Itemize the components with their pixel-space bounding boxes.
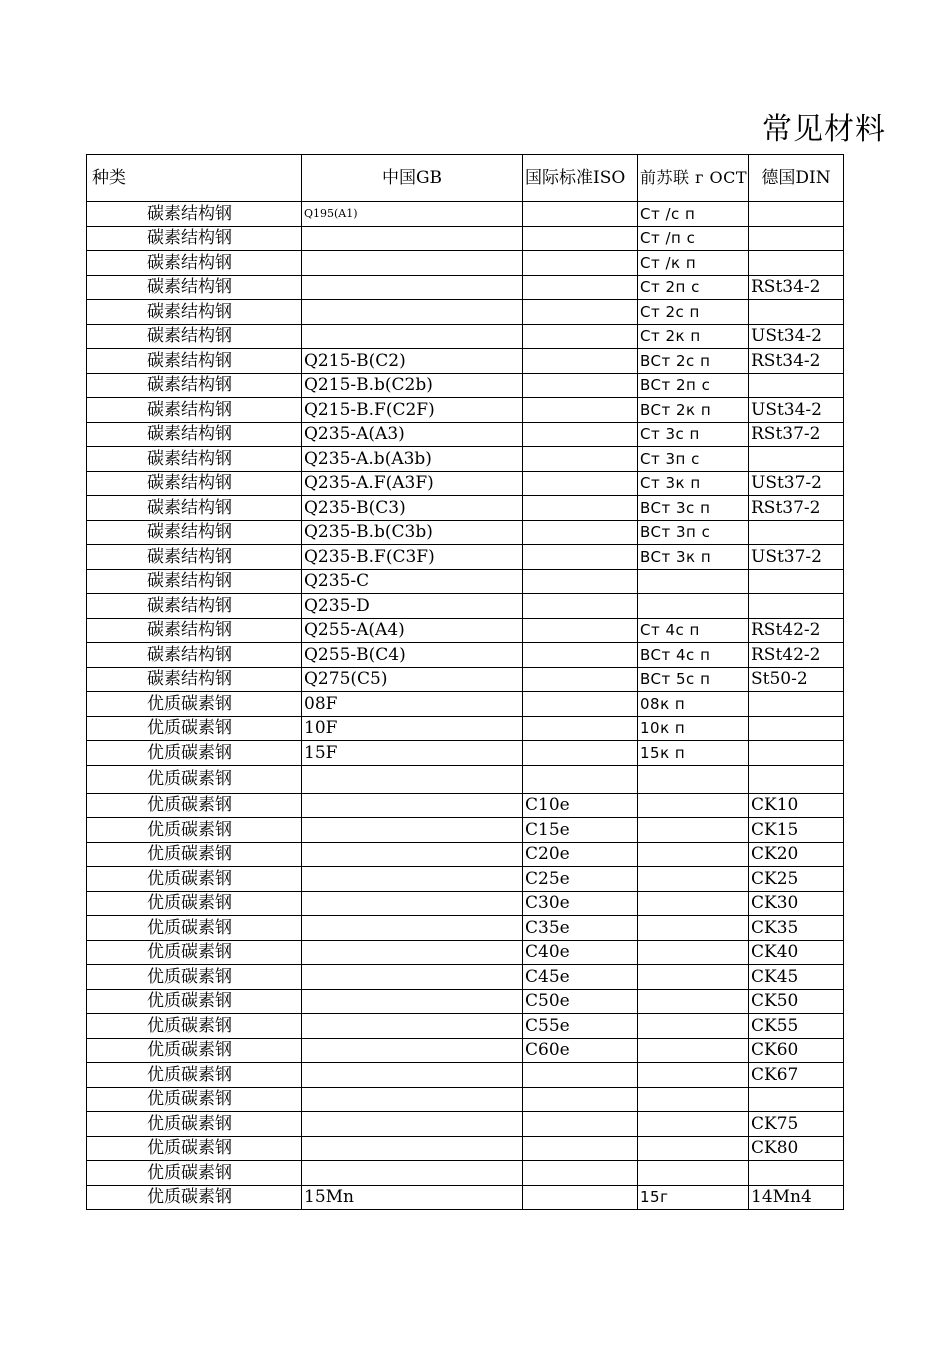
cell-gost: Cт 4с п xyxy=(638,618,749,643)
cell-gost: BCт 4с п xyxy=(638,643,749,668)
cell-kind: 碳素结构钢 xyxy=(87,324,302,349)
cell-din: CK67 xyxy=(749,1063,844,1088)
cell-iso xyxy=(523,667,638,692)
cell-kind: 碳素结构钢 xyxy=(87,300,302,325)
cell-gost: BCт 5с п xyxy=(638,667,749,692)
table-row xyxy=(87,818,844,843)
cell-gb xyxy=(302,867,523,892)
cell-din xyxy=(749,569,844,594)
cell-din: CK10 xyxy=(749,793,844,818)
table-row xyxy=(87,545,844,570)
cell-iso xyxy=(523,545,638,570)
cell-gost: Cт /п с xyxy=(638,226,749,251)
cell-gb: Q255-A(A4) xyxy=(302,618,523,643)
cell-iso xyxy=(523,1161,638,1186)
cell-gost: BCт 2к п xyxy=(638,398,749,423)
cell-iso xyxy=(523,1185,638,1210)
table-row xyxy=(87,1063,844,1088)
cell-gost: Cт 3с п xyxy=(638,422,749,447)
cell-din: CK45 xyxy=(749,965,844,990)
cell-kind: 优质碳素钢 xyxy=(87,965,302,990)
header-iso: 国际标准ISO xyxy=(523,155,638,202)
cell-iso xyxy=(523,496,638,521)
cell-iso: C50e xyxy=(523,989,638,1014)
cell-gb: Q235-B.b(C3b) xyxy=(302,520,523,545)
cell-gb: Q235-D xyxy=(302,594,523,619)
cell-iso: C60e xyxy=(523,1038,638,1063)
table-row xyxy=(87,1038,844,1063)
cell-iso: C35e xyxy=(523,916,638,941)
cell-gost xyxy=(638,867,749,892)
cell-gost xyxy=(638,569,749,594)
cell-kind: 碳素结构钢 xyxy=(87,349,302,374)
cell-din: RSt37-2 xyxy=(749,422,844,447)
cell-iso xyxy=(523,569,638,594)
table-header-row xyxy=(87,155,844,202)
cell-kind: 优质碳素钢 xyxy=(87,867,302,892)
cell-din: CK55 xyxy=(749,1014,844,1039)
cell-gost: 10к п xyxy=(638,716,749,741)
cell-gb xyxy=(302,916,523,941)
cell-gb xyxy=(302,1136,523,1161)
cell-kind: 碳素结构钢 xyxy=(87,643,302,668)
cell-din xyxy=(749,226,844,251)
cell-din: RSt37-2 xyxy=(749,496,844,521)
cell-din: RSt42-2 xyxy=(749,618,844,643)
cell-gb: Q235-A.b(A3b) xyxy=(302,447,523,472)
cell-din xyxy=(749,1161,844,1186)
cell-gost: 15к п xyxy=(638,741,749,766)
cell-gb: Q235-A.F(A3F) xyxy=(302,471,523,496)
cell-kind: 碳素结构钢 xyxy=(87,251,302,276)
cell-gb: Q235-B.F(C3F) xyxy=(302,545,523,570)
cell-kind: 碳素结构钢 xyxy=(87,496,302,521)
cell-gost: Cт /с п xyxy=(638,202,749,227)
cell-iso xyxy=(523,594,638,619)
cell-din: CK80 xyxy=(749,1136,844,1161)
cell-gb: 10F xyxy=(302,716,523,741)
cell-kind: 优质碳素钢 xyxy=(87,765,302,793)
cell-iso xyxy=(523,1063,638,1088)
cell-kind: 优质碳素钢 xyxy=(87,818,302,843)
cell-gost: BCт 2п с xyxy=(638,373,749,398)
cell-gb: Q235-A(A3) xyxy=(302,422,523,447)
cell-gb: Q275(C5) xyxy=(302,667,523,692)
cell-kind: 优质碳素钢 xyxy=(87,1185,302,1210)
cell-din: RSt34-2 xyxy=(749,275,844,300)
table-row xyxy=(87,1161,844,1186)
table-row xyxy=(87,324,844,349)
cell-gost xyxy=(638,965,749,990)
table-row xyxy=(87,226,844,251)
table-row xyxy=(87,965,844,990)
cell-kind: 碳素结构钢 xyxy=(87,373,302,398)
cell-gost: BCт 3к п xyxy=(638,545,749,570)
cell-gb: Q215-B(C2) xyxy=(302,349,523,374)
cell-iso: C15e xyxy=(523,818,638,843)
cell-din xyxy=(749,251,844,276)
cell-kind: 优质碳素钢 xyxy=(87,916,302,941)
cell-din: CK30 xyxy=(749,891,844,916)
cell-gb xyxy=(302,793,523,818)
cell-kind: 碳素结构钢 xyxy=(87,618,302,643)
table-row xyxy=(87,1112,844,1137)
cell-iso xyxy=(523,1087,638,1112)
cell-iso: C20e xyxy=(523,842,638,867)
cell-kind: 优质碳素钢 xyxy=(87,741,302,766)
cell-din: 14Mn4 xyxy=(749,1185,844,1210)
cell-gb xyxy=(302,891,523,916)
table-row xyxy=(87,398,844,423)
table-row xyxy=(87,275,844,300)
cell-din: CK60 xyxy=(749,1038,844,1063)
table-row xyxy=(87,569,844,594)
cell-iso: C45e xyxy=(523,965,638,990)
cell-gost xyxy=(638,989,749,1014)
cell-kind: 优质碳素钢 xyxy=(87,891,302,916)
table-row xyxy=(87,1136,844,1161)
cell-din: CK40 xyxy=(749,940,844,965)
cell-gb: 15F xyxy=(302,741,523,766)
cell-din: CK75 xyxy=(749,1112,844,1137)
cell-gost xyxy=(638,594,749,619)
cell-iso: C30e xyxy=(523,891,638,916)
cell-gost xyxy=(638,916,749,941)
table-row xyxy=(87,202,844,227)
cell-gost xyxy=(638,891,749,916)
cell-iso xyxy=(523,398,638,423)
header-kind: 种类 xyxy=(87,155,302,202)
cell-iso xyxy=(523,741,638,766)
table-row xyxy=(87,373,844,398)
table-row xyxy=(87,1087,844,1112)
cell-iso xyxy=(523,618,638,643)
header-gb: 中国GB xyxy=(302,155,523,202)
header-gost: 前苏联 г OCT xyxy=(638,155,749,202)
table-row xyxy=(87,1185,844,1210)
cell-kind: 优质碳素钢 xyxy=(87,1063,302,1088)
cell-gb xyxy=(302,965,523,990)
cell-din: CK35 xyxy=(749,916,844,941)
cell-din: USt37-2 xyxy=(749,545,844,570)
cell-gb: 08F xyxy=(302,692,523,717)
cell-kind: 碳素结构钢 xyxy=(87,226,302,251)
cell-gb: Q215-B.b(C2b) xyxy=(302,373,523,398)
cell-gb xyxy=(302,1014,523,1039)
cell-iso xyxy=(523,226,638,251)
cell-kind: 优质碳素钢 xyxy=(87,1136,302,1161)
cell-gost xyxy=(638,765,749,793)
cell-gb xyxy=(302,989,523,1014)
cell-iso xyxy=(523,300,638,325)
cell-kind: 碳素结构钢 xyxy=(87,569,302,594)
table-row xyxy=(87,842,844,867)
cell-iso: C25e xyxy=(523,867,638,892)
cell-gb: Q195(A1) xyxy=(302,202,523,227)
cell-iso xyxy=(523,202,638,227)
cell-kind: 碳素结构钢 xyxy=(87,520,302,545)
cell-kind: 碳素结构钢 xyxy=(87,398,302,423)
cell-kind: 碳素结构钢 xyxy=(87,471,302,496)
table-row xyxy=(87,793,844,818)
cell-din: CK50 xyxy=(749,989,844,1014)
cell-iso xyxy=(523,373,638,398)
cell-iso xyxy=(523,275,638,300)
cell-kind: 碳素结构钢 xyxy=(87,594,302,619)
table-row xyxy=(87,940,844,965)
cell-din xyxy=(749,741,844,766)
cell-iso: C10e xyxy=(523,793,638,818)
cell-gost xyxy=(638,940,749,965)
header-din: 德国DIN xyxy=(749,155,844,202)
table-row xyxy=(87,300,844,325)
cell-din xyxy=(749,300,844,325)
cell-kind: 优质碳素钢 xyxy=(87,1014,302,1039)
table-row xyxy=(87,765,844,793)
cell-gost xyxy=(638,842,749,867)
cell-iso xyxy=(523,324,638,349)
table-row xyxy=(87,447,844,472)
table-row xyxy=(87,643,844,668)
cell-gb xyxy=(302,1112,523,1137)
table-row xyxy=(87,422,844,447)
table-row xyxy=(87,1014,844,1039)
cell-iso xyxy=(523,447,638,472)
table-row xyxy=(87,349,844,374)
cell-kind: 优质碳素钢 xyxy=(87,842,302,867)
cell-din: St50-2 xyxy=(749,667,844,692)
cell-gb xyxy=(302,251,523,276)
table-row xyxy=(87,989,844,1014)
cell-gost xyxy=(638,1014,749,1039)
cell-din: RSt34-2 xyxy=(749,349,844,374)
cell-din xyxy=(749,692,844,717)
cell-kind: 碳素结构钢 xyxy=(87,545,302,570)
cell-kind: 碳素结构钢 xyxy=(87,667,302,692)
table-row xyxy=(87,594,844,619)
cell-gb xyxy=(302,940,523,965)
cell-gost xyxy=(638,1087,749,1112)
cell-din: USt34-2 xyxy=(749,324,844,349)
cell-gost: BCт 2с п xyxy=(638,349,749,374)
cell-kind: 优质碳素钢 xyxy=(87,1087,302,1112)
cell-gost: BCт 3п с xyxy=(638,520,749,545)
cell-gost: Cт 2п с xyxy=(638,275,749,300)
cell-din xyxy=(749,716,844,741)
cell-iso xyxy=(523,643,638,668)
cell-gost xyxy=(638,793,749,818)
cell-din: USt34-2 xyxy=(749,398,844,423)
cell-kind: 优质碳素钢 xyxy=(87,1112,302,1137)
cell-gost xyxy=(638,818,749,843)
cell-gost: Cт /к п xyxy=(638,251,749,276)
cell-gb xyxy=(302,1087,523,1112)
cell-iso xyxy=(523,1112,638,1137)
table-row xyxy=(87,741,844,766)
cell-gb xyxy=(302,842,523,867)
cell-gost: 15г xyxy=(638,1185,749,1210)
cell-kind: 优质碳素钢 xyxy=(87,1038,302,1063)
cell-gb: Q215-B.F(C2F) xyxy=(302,398,523,423)
cell-kind: 优质碳素钢 xyxy=(87,989,302,1014)
cell-gost xyxy=(638,1038,749,1063)
cell-gost xyxy=(638,1161,749,1186)
cell-din: CK15 xyxy=(749,818,844,843)
cell-gb xyxy=(302,765,523,793)
page-title: 常见材料 xyxy=(762,112,886,147)
cell-kind: 优质碳素钢 xyxy=(87,1161,302,1186)
cell-gb: Q235-B(C3) xyxy=(302,496,523,521)
cell-din xyxy=(749,765,844,793)
cell-gost xyxy=(638,1063,749,1088)
cell-gost: 08к п xyxy=(638,692,749,717)
cell-gost: Cт 2с п xyxy=(638,300,749,325)
cell-gb xyxy=(302,818,523,843)
cell-iso xyxy=(523,716,638,741)
cell-iso xyxy=(523,251,638,276)
cell-din: USt37-2 xyxy=(749,471,844,496)
cell-din xyxy=(749,202,844,227)
cell-din xyxy=(749,373,844,398)
cell-din: CK25 xyxy=(749,867,844,892)
cell-gost: Cт 3п с xyxy=(638,447,749,472)
cell-din xyxy=(749,594,844,619)
cell-din: CK20 xyxy=(749,842,844,867)
table-row xyxy=(87,667,844,692)
cell-gb xyxy=(302,1161,523,1186)
cell-gb xyxy=(302,1063,523,1088)
cell-kind: 碳素结构钢 xyxy=(87,202,302,227)
table-row xyxy=(87,618,844,643)
cell-iso xyxy=(523,422,638,447)
cell-iso xyxy=(523,520,638,545)
cell-iso xyxy=(523,349,638,374)
cell-iso xyxy=(523,471,638,496)
table-row xyxy=(87,716,844,741)
cell-gost xyxy=(638,1136,749,1161)
cell-gb xyxy=(302,300,523,325)
cell-din xyxy=(749,447,844,472)
table-row xyxy=(87,891,844,916)
table-row xyxy=(87,496,844,521)
cell-kind: 碳素结构钢 xyxy=(87,447,302,472)
cell-kind: 优质碳素钢 xyxy=(87,716,302,741)
cell-gb xyxy=(302,275,523,300)
cell-gb: 15Mn xyxy=(302,1185,523,1210)
cell-gost: Cт 3к п xyxy=(638,471,749,496)
cell-gost: BCт 3с п xyxy=(638,496,749,521)
cell-gost xyxy=(638,1112,749,1137)
cell-din xyxy=(749,1087,844,1112)
table-row xyxy=(87,867,844,892)
cell-gb xyxy=(302,226,523,251)
table-row xyxy=(87,471,844,496)
cell-iso xyxy=(523,692,638,717)
cell-iso: C55e xyxy=(523,1014,638,1039)
cell-kind: 碳素结构钢 xyxy=(87,275,302,300)
cell-iso xyxy=(523,1136,638,1161)
table-row xyxy=(87,692,844,717)
table-row xyxy=(87,251,844,276)
cell-gost: Cт 2к п xyxy=(638,324,749,349)
cell-kind: 优质碳素钢 xyxy=(87,940,302,965)
table-row xyxy=(87,916,844,941)
table-row xyxy=(87,520,844,545)
cell-din xyxy=(749,520,844,545)
materials-table xyxy=(86,154,844,1210)
cell-iso xyxy=(523,765,638,793)
cell-gb xyxy=(302,324,523,349)
cell-gb: Q255-B(C4) xyxy=(302,643,523,668)
cell-gb: Q235-C xyxy=(302,569,523,594)
cell-iso: C40e xyxy=(523,940,638,965)
cell-kind: 碳素结构钢 xyxy=(87,422,302,447)
cell-kind: 优质碳素钢 xyxy=(87,692,302,717)
cell-gb xyxy=(302,1038,523,1063)
cell-din: RSt42-2 xyxy=(749,643,844,668)
cell-kind: 优质碳素钢 xyxy=(87,793,302,818)
